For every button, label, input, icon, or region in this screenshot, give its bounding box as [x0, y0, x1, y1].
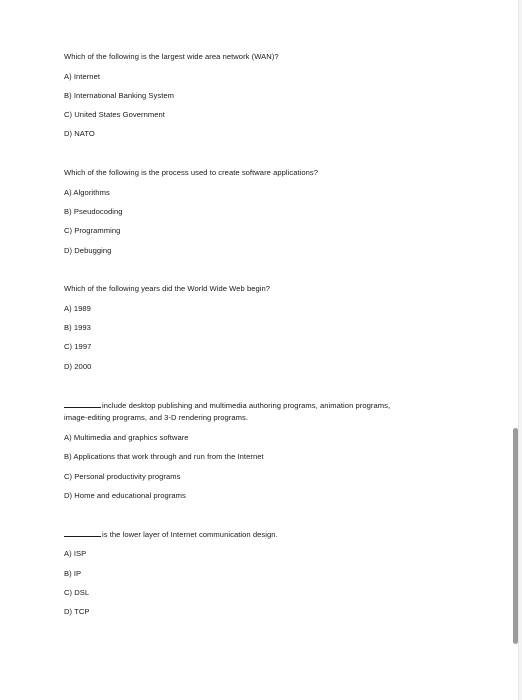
question-4-prompt [64, 400, 390, 411]
question-1-option-c: C) United States Government [64, 110, 165, 119]
question-5-option-c: C) DSL [64, 588, 90, 597]
question-1-option-a: A) Internet [64, 72, 101, 81]
question-4-option-c: C) Personal productivity programs [64, 472, 181, 481]
question-1-option-b: B) International Banking System [64, 91, 175, 100]
vertical-scrollbar[interactable] [513, 428, 518, 644]
fill-in-blank [64, 400, 101, 408]
question-5-prompt [64, 529, 278, 540]
question-5-option-d: D) TCP [64, 607, 90, 616]
fill-in-blank [64, 529, 101, 537]
question-3-option-a: A) 1989 [64, 304, 91, 313]
question-5-option-b: B) IP [64, 569, 82, 578]
question-3-option-b: B) 1993 [64, 323, 91, 332]
question-1-prompt: Which of the following is the largest wide area network (WAN)? [64, 52, 279, 61]
question-4-option-d: D) Home and educational programs [64, 491, 186, 500]
question-4-option-a: A) Multimedia and graphics software [64, 433, 189, 442]
question-2-option-a: A) Algorithms [64, 188, 110, 197]
question-2-prompt: Which of the following is the process used to create software applications? [64, 168, 319, 177]
question-3-option-c: C) 1997 [64, 342, 92, 351]
question-2-option-d: D) Debugging [64, 246, 112, 255]
question-2-option-b: B) Pseudocoding [64, 207, 123, 216]
question-4-prompt-line2: image-editing programs, and 3-D rendering programs. [64, 413, 249, 422]
question-4-option-b: B) Applications that work through and run from the Internet [64, 452, 264, 461]
question-1-option-d: D) NATO [64, 129, 95, 138]
question-3-prompt: Which of the following years did the World Wide Web begin? [64, 284, 271, 293]
question-3-option-d: D) 2000 [64, 362, 92, 371]
question-2-option-c: C) Programming [64, 226, 121, 235]
question-5-prompt-text: is the lower layer of Internet communication design. [102, 530, 278, 539]
question-4-prompt-text: include desktop publishing and multimedia authoring programs, animation programs, [102, 401, 391, 410]
question-5-option-a: A) ISP [64, 549, 87, 558]
